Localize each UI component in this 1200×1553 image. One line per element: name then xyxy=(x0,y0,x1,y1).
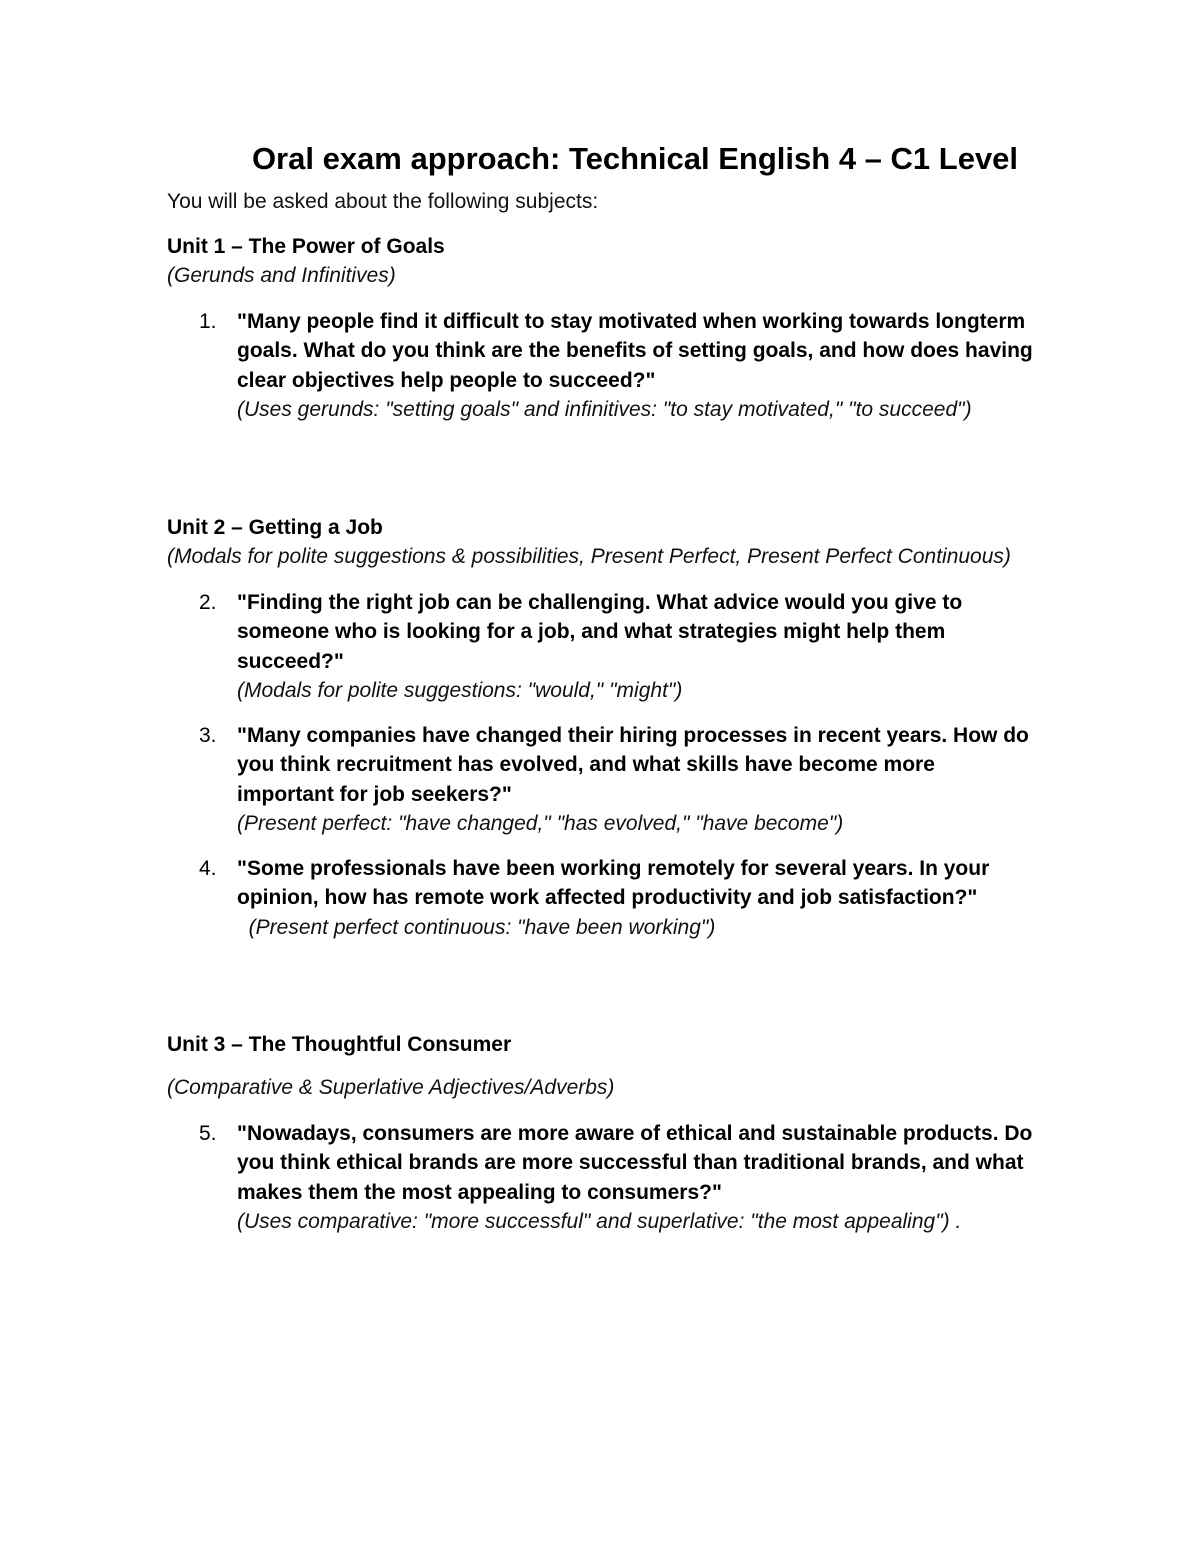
unit-3-section xyxy=(167,1030,1037,1237)
unit-3-title: Unit 3 – The Thoughtful Consumer xyxy=(167,1033,512,1056)
unit-2-title: Unit 2 – Getting a Job xyxy=(167,516,383,539)
intro-text: You will be asked about the following subjects: xyxy=(167,190,599,213)
question-5-text: "Nowadays, consumers are more aware of ethical and sustainable products. Do you think ethical brands are more successful than traditional brands, and what makes them the most appealing to consumers?" xyxy=(237,1121,1033,1204)
question-5-number: 5. xyxy=(199,1121,217,1145)
question-4-note-text: (Present perfect continuous: "have been working") xyxy=(248,915,716,939)
unit-1-grammar: (Gerunds and Infinitives) xyxy=(167,264,396,287)
question-4-number: 4. xyxy=(199,856,217,880)
question-4-note xyxy=(237,916,715,939)
question-5-note: (Uses comparative: "more successful" and superlative: "the most appealing") . xyxy=(237,1210,962,1233)
unit-1-section xyxy=(167,232,1037,425)
question-2 xyxy=(167,588,1037,706)
question-3-number: 3. xyxy=(199,723,217,747)
unit-2-grammar: (Modals for polite suggestions & possibilities, Present Perfect, Present Perfect Continuous) xyxy=(167,545,1011,568)
unit-1-title: Unit 1 – The Power of Goals xyxy=(167,235,445,258)
question-1-number: 1. xyxy=(199,309,217,333)
document-title: Oral exam approach: Technical English 4 – C1 Level xyxy=(251,141,1019,176)
question-2-note: (Modals for polite suggestions: "would," "might") xyxy=(237,679,683,702)
unit-2-section xyxy=(167,513,1037,942)
question-3 xyxy=(167,721,1037,839)
question-2-number: 2. xyxy=(199,590,217,614)
question-3-text: "Many companies have changed their hiring processes in recent years. How do you think recruitment has evolved, and what skills have become more important for job seekers?" xyxy=(237,723,1029,806)
question-1 xyxy=(167,307,1037,425)
question-5 xyxy=(167,1119,1037,1237)
question-4 xyxy=(167,854,1037,943)
question-2-text: "Finding the right job can be challenging. What advice would you give to someone who is looking for a job, and what strategies might help them succeed?" xyxy=(237,590,963,673)
question-1-text: "Many people find it difficult to stay motivated when working towards longterm goals. What do you think are the benefits of setting goals, and how does having clear objectives help people to succeed?" xyxy=(237,309,1033,392)
question-4-text: "Some professionals have been working remotely for several years. In your opinion, how has remote work affected productivity and job satisfaction?" xyxy=(237,856,990,909)
question-3-note: (Present perfect: "have changed," "has evolved," "have become") xyxy=(237,812,844,835)
question-1-note: (Uses gerunds: "setting goals" and infinitives: "to stay motivated," "to succeed") xyxy=(237,398,972,421)
unit-3-grammar: (Comparative & Superlative Adjectives/Adverbs) xyxy=(167,1076,615,1099)
